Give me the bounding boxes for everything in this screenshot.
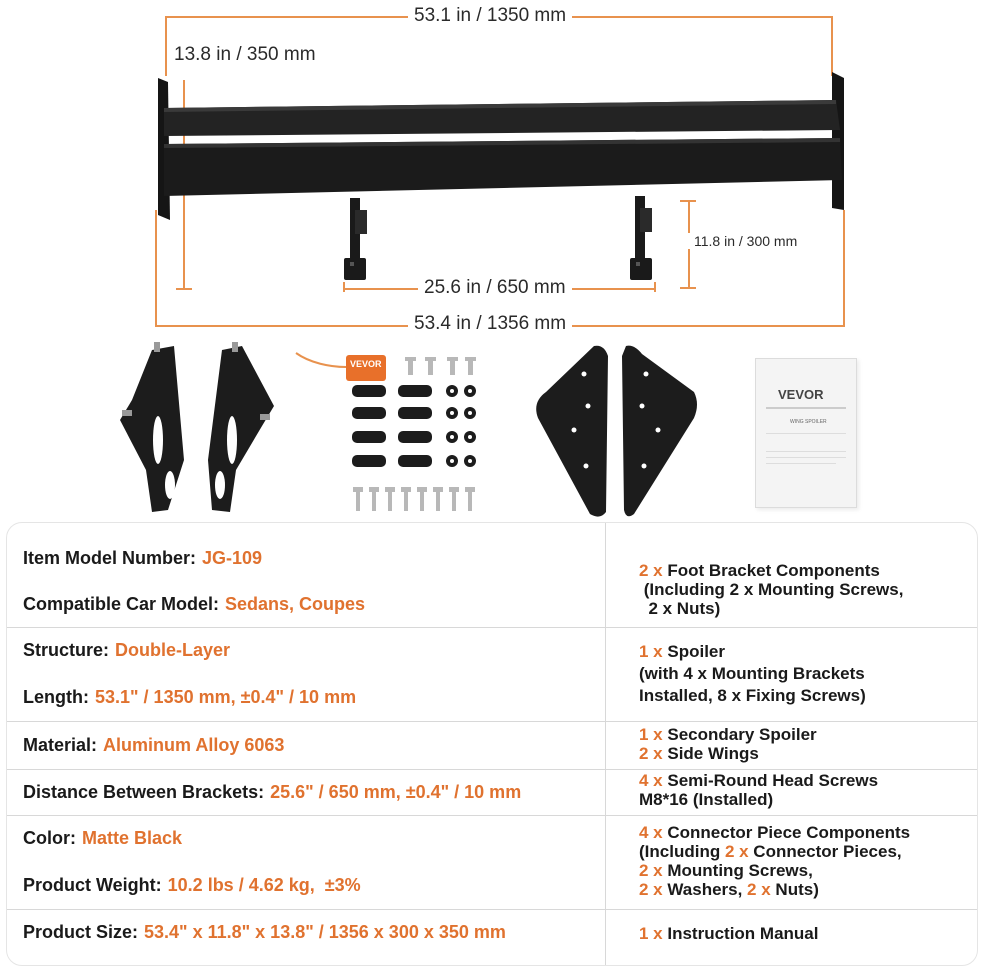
- spec-weight: Product Weight: 10.2 lbs / 4.62 kg, ±3%: [23, 874, 361, 895]
- bracket-distance-label: 25.6 in / 650 mm: [418, 277, 572, 299]
- top-length-label: 53.1 in / 1350 mm: [408, 5, 572, 27]
- spec-model-number: Item Model Number: JG-109: [23, 547, 263, 568]
- spec-color: Color: Matte Black: [23, 827, 183, 848]
- package-line: 2 x Washers, 2 x Nuts): [639, 880, 819, 899]
- package-line: 2 x Side Wings: [639, 744, 759, 763]
- height-label: 13.8 in / 350 mm: [170, 44, 320, 66]
- package-line: (Including 2 x Mounting Screws,: [639, 580, 904, 599]
- side-wings-image: [530, 342, 702, 520]
- package-line: 4 x Semi-Round Head Screws: [639, 771, 879, 790]
- package-line: Installed, 8 x Fixing Screws): [639, 686, 866, 705]
- package-screws: [639, 771, 969, 809]
- spoiler-image: [150, 70, 850, 285]
- package-foot-brackets: [639, 561, 969, 618]
- foot-brackets-image: [112, 340, 292, 518]
- spec-bracket-distance: Distance Between Brackets: 25.6" / 650 mm, ±0.4" / 10 mm: [23, 781, 522, 802]
- stand-height-label: 11.8 in / 300 mm: [688, 233, 803, 249]
- package-line: 1 x Secondary Spoiler: [639, 725, 817, 744]
- package-secondary-spoiler: [639, 725, 969, 763]
- package-line: 1 x Spoiler: [639, 642, 725, 661]
- spec-length: Length: 53.1" / 1350 mm, ±0.4" / 10 mm: [23, 686, 357, 707]
- package-line: (with 4 x Mounting Brackets: [639, 664, 865, 683]
- package-connector-pieces: [639, 823, 969, 899]
- package-line: (Including 2 x Connector Pieces,: [639, 842, 902, 861]
- overall-length-label: 53.4 in / 1356 mm: [408, 313, 572, 335]
- package-line: 4 x Connector Piece Components: [639, 823, 911, 842]
- package-line: 2 x Foot Bracket Components: [639, 561, 880, 580]
- spec-structure: Structure: Double-Layer: [23, 639, 231, 660]
- spec-compatible-car: Compatible Car Model: Sedans, Coupes: [23, 593, 366, 614]
- package-spoiler: [639, 641, 969, 707]
- spec-table: [6, 522, 978, 966]
- manual-brand-label: VEVOR: [778, 387, 824, 402]
- package-manual: [639, 924, 969, 943]
- instruction-manual-image: [755, 358, 857, 508]
- package-line: 2 x Mounting Screws,: [639, 861, 813, 880]
- tag-brand-label: VEVOR: [350, 359, 382, 369]
- spec-product-size: Product Size: 53.4" x 11.8" x 13.8" / 1356 x 300 x 350 mm: [23, 921, 506, 942]
- hardware-image: [290, 345, 490, 520]
- package-line: M8*16 (Installed): [639, 790, 774, 809]
- package-line: 2 x Nuts): [639, 599, 721, 618]
- manual-title-label: WING SPOILER: [790, 419, 827, 425]
- package-line: 1 x Instruction Manual: [639, 924, 819, 943]
- spec-material: Material: Aluminum Alloy 6063: [23, 734, 285, 755]
